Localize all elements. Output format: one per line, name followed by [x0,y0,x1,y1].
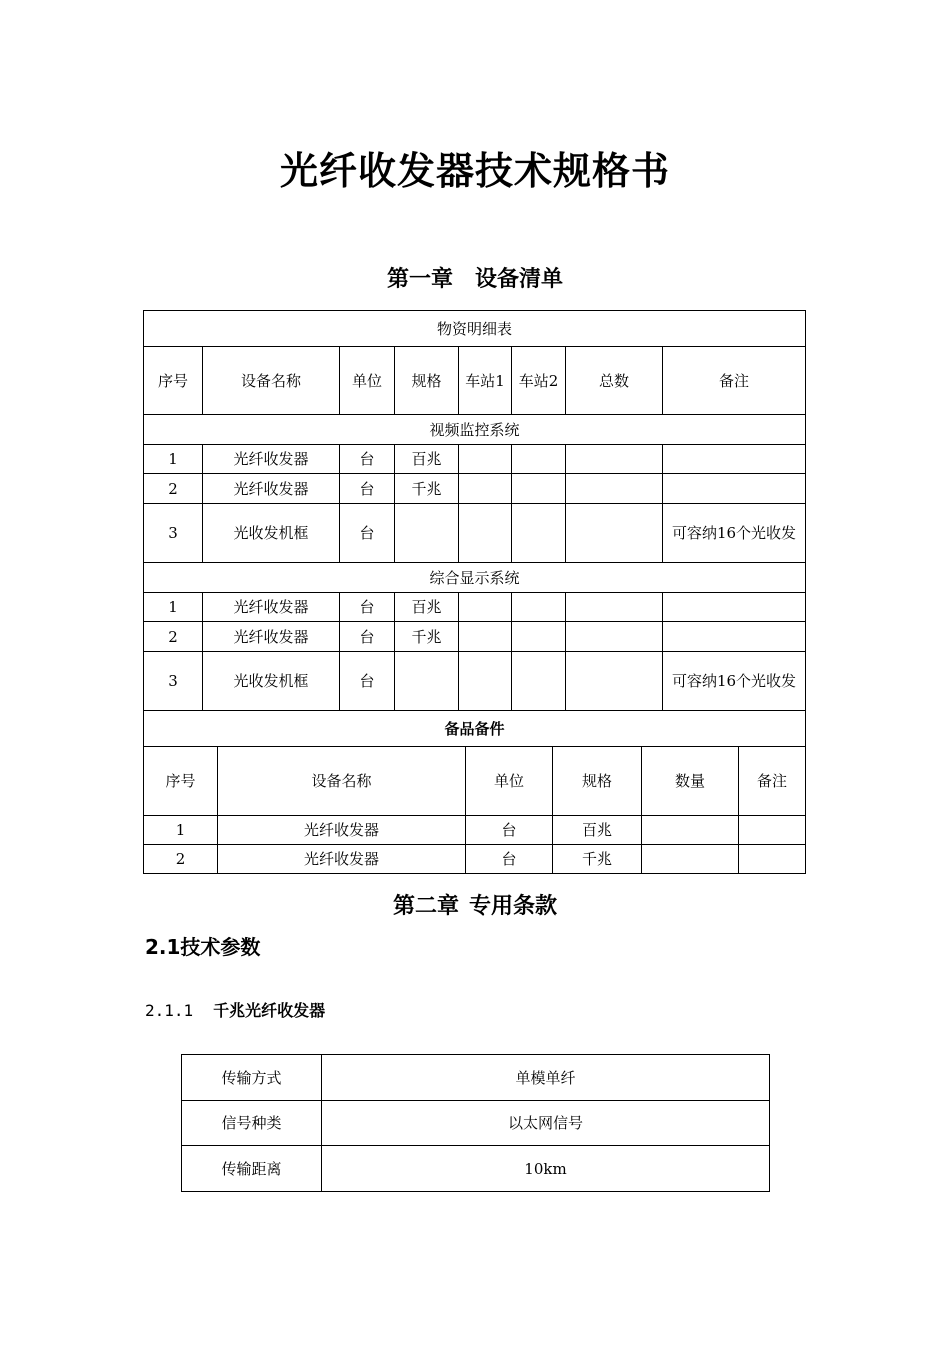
table-cell [459,622,512,652]
table-cell: 光收发机框 [203,652,340,711]
table-cell: 光纤收发器 [203,593,340,622]
document-title: 光纤收发器技术规格书 [279,149,670,193]
spares-header-row [144,747,806,816]
spares-table [143,710,806,874]
table-cell [739,845,806,874]
materials-table [143,310,806,711]
table-cell [566,474,663,504]
table-row [182,1101,770,1146]
table-row [144,652,806,711]
table-cell: 2 [144,845,218,874]
header-cell: 规格 [553,747,642,816]
table-cell [512,445,566,474]
header-cell: 单位 [466,747,553,816]
param-value: 10km [322,1146,770,1192]
table-cell [512,474,566,504]
section-name: 千兆光纤收发器 [213,1001,326,1020]
parameters-table [181,1054,770,1192]
table-cell [512,593,566,622]
header-cell: 序号 [144,347,203,415]
table-row [144,504,806,563]
spares-table-caption: 备品备件 [144,711,806,747]
chapter-1-label: 第一章 [386,267,453,292]
header-cell: 序号 [144,747,218,816]
table-cell [566,652,663,711]
table-cell [566,445,663,474]
chapter-2-name: 专用条款 [469,894,558,919]
table-cell [663,474,806,504]
header-cell: 车站2 [512,347,566,415]
table-cell [642,845,739,874]
table-cell: 百兆 [395,445,459,474]
table-cell [459,593,512,622]
chapter-2-label: 第二章 [392,894,459,919]
table-cell [459,445,512,474]
section-number: 2.1.1 [145,1001,194,1020]
table-row [144,816,806,845]
table-cell [663,622,806,652]
header-cell: 备注 [739,747,806,816]
header-cell: 数量 [642,747,739,816]
table-row [144,622,806,652]
table-cell: 千兆 [553,845,642,874]
table-cell: 2 [144,474,203,504]
table-cell: 光纤收发器 [203,445,340,474]
table-cell [566,504,663,563]
table-cell [459,504,512,563]
table-cell: 台 [466,845,553,874]
materials-table-caption: 物资明细表 [144,311,806,347]
table-cell: 1 [144,445,203,474]
group-title-display-system: 综合显示系统 [144,563,806,593]
table-cell [642,816,739,845]
section-2-1-1-heading [145,998,325,1021]
header-cell: 总数 [566,347,663,415]
table-cell-remark: 可容纳16个光收发 [663,652,806,711]
table-cell: 光纤收发器 [203,622,340,652]
header-cell: 备注 [663,347,806,415]
table-cell: 台 [340,593,395,622]
table-cell: 台 [340,652,395,711]
table-cell-remark: 可容纳16个光收发 [663,504,806,563]
header-cell: 规格 [395,347,459,415]
param-value: 单模单纤 [322,1055,770,1101]
table-cell: 1 [144,593,203,622]
table-cell [663,593,806,622]
table-cell [459,652,512,711]
table-cell: 2 [144,622,203,652]
table-cell [739,816,806,845]
header-cell: 设备名称 [203,347,340,415]
section-2-1-heading: 2.1技术参数 [145,935,261,959]
chapter-1-heading [0,262,950,293]
table-row [182,1146,770,1192]
param-key: 传输距离 [182,1146,322,1192]
header-cell: 车站1 [459,347,512,415]
header-cell: 单位 [340,347,395,415]
table-cell: 3 [144,652,203,711]
table-cell: 千兆 [395,622,459,652]
table-cell: 台 [466,816,553,845]
table-row [144,845,806,874]
table-row [144,474,806,504]
table-cell: 百兆 [395,593,459,622]
table-cell [566,593,663,622]
table-cell [395,652,459,711]
table-cell: 光纤收发器 [218,816,466,845]
chapter-2-heading [0,889,950,920]
table-cell [459,474,512,504]
table-row [144,445,806,474]
table-cell [512,504,566,563]
table-cell [512,652,566,711]
table-cell: 3 [144,504,203,563]
table-cell: 1 [144,816,218,845]
table-cell: 千兆 [395,474,459,504]
table-cell [566,622,663,652]
table-cell: 百兆 [553,816,642,845]
header-cell: 设备名称 [218,747,466,816]
table-cell [512,622,566,652]
table-row [144,593,806,622]
table-cell: 台 [340,474,395,504]
materials-header-row [144,347,806,415]
table-row [182,1055,770,1101]
table-cell: 光收发机框 [203,504,340,563]
table-cell: 台 [340,504,395,563]
chapter-1-name: 设备清单 [475,267,564,292]
table-cell [663,445,806,474]
table-cell: 光纤收发器 [203,474,340,504]
param-value: 以太网信号 [322,1101,770,1146]
table-cell: 台 [340,445,395,474]
table-cell: 台 [340,622,395,652]
group-title-video-surveillance: 视频监控系统 [144,415,806,445]
param-key: 信号种类 [182,1101,322,1146]
table-cell [395,504,459,563]
table-cell: 光纤收发器 [218,845,466,874]
param-key: 传输方式 [182,1055,322,1101]
